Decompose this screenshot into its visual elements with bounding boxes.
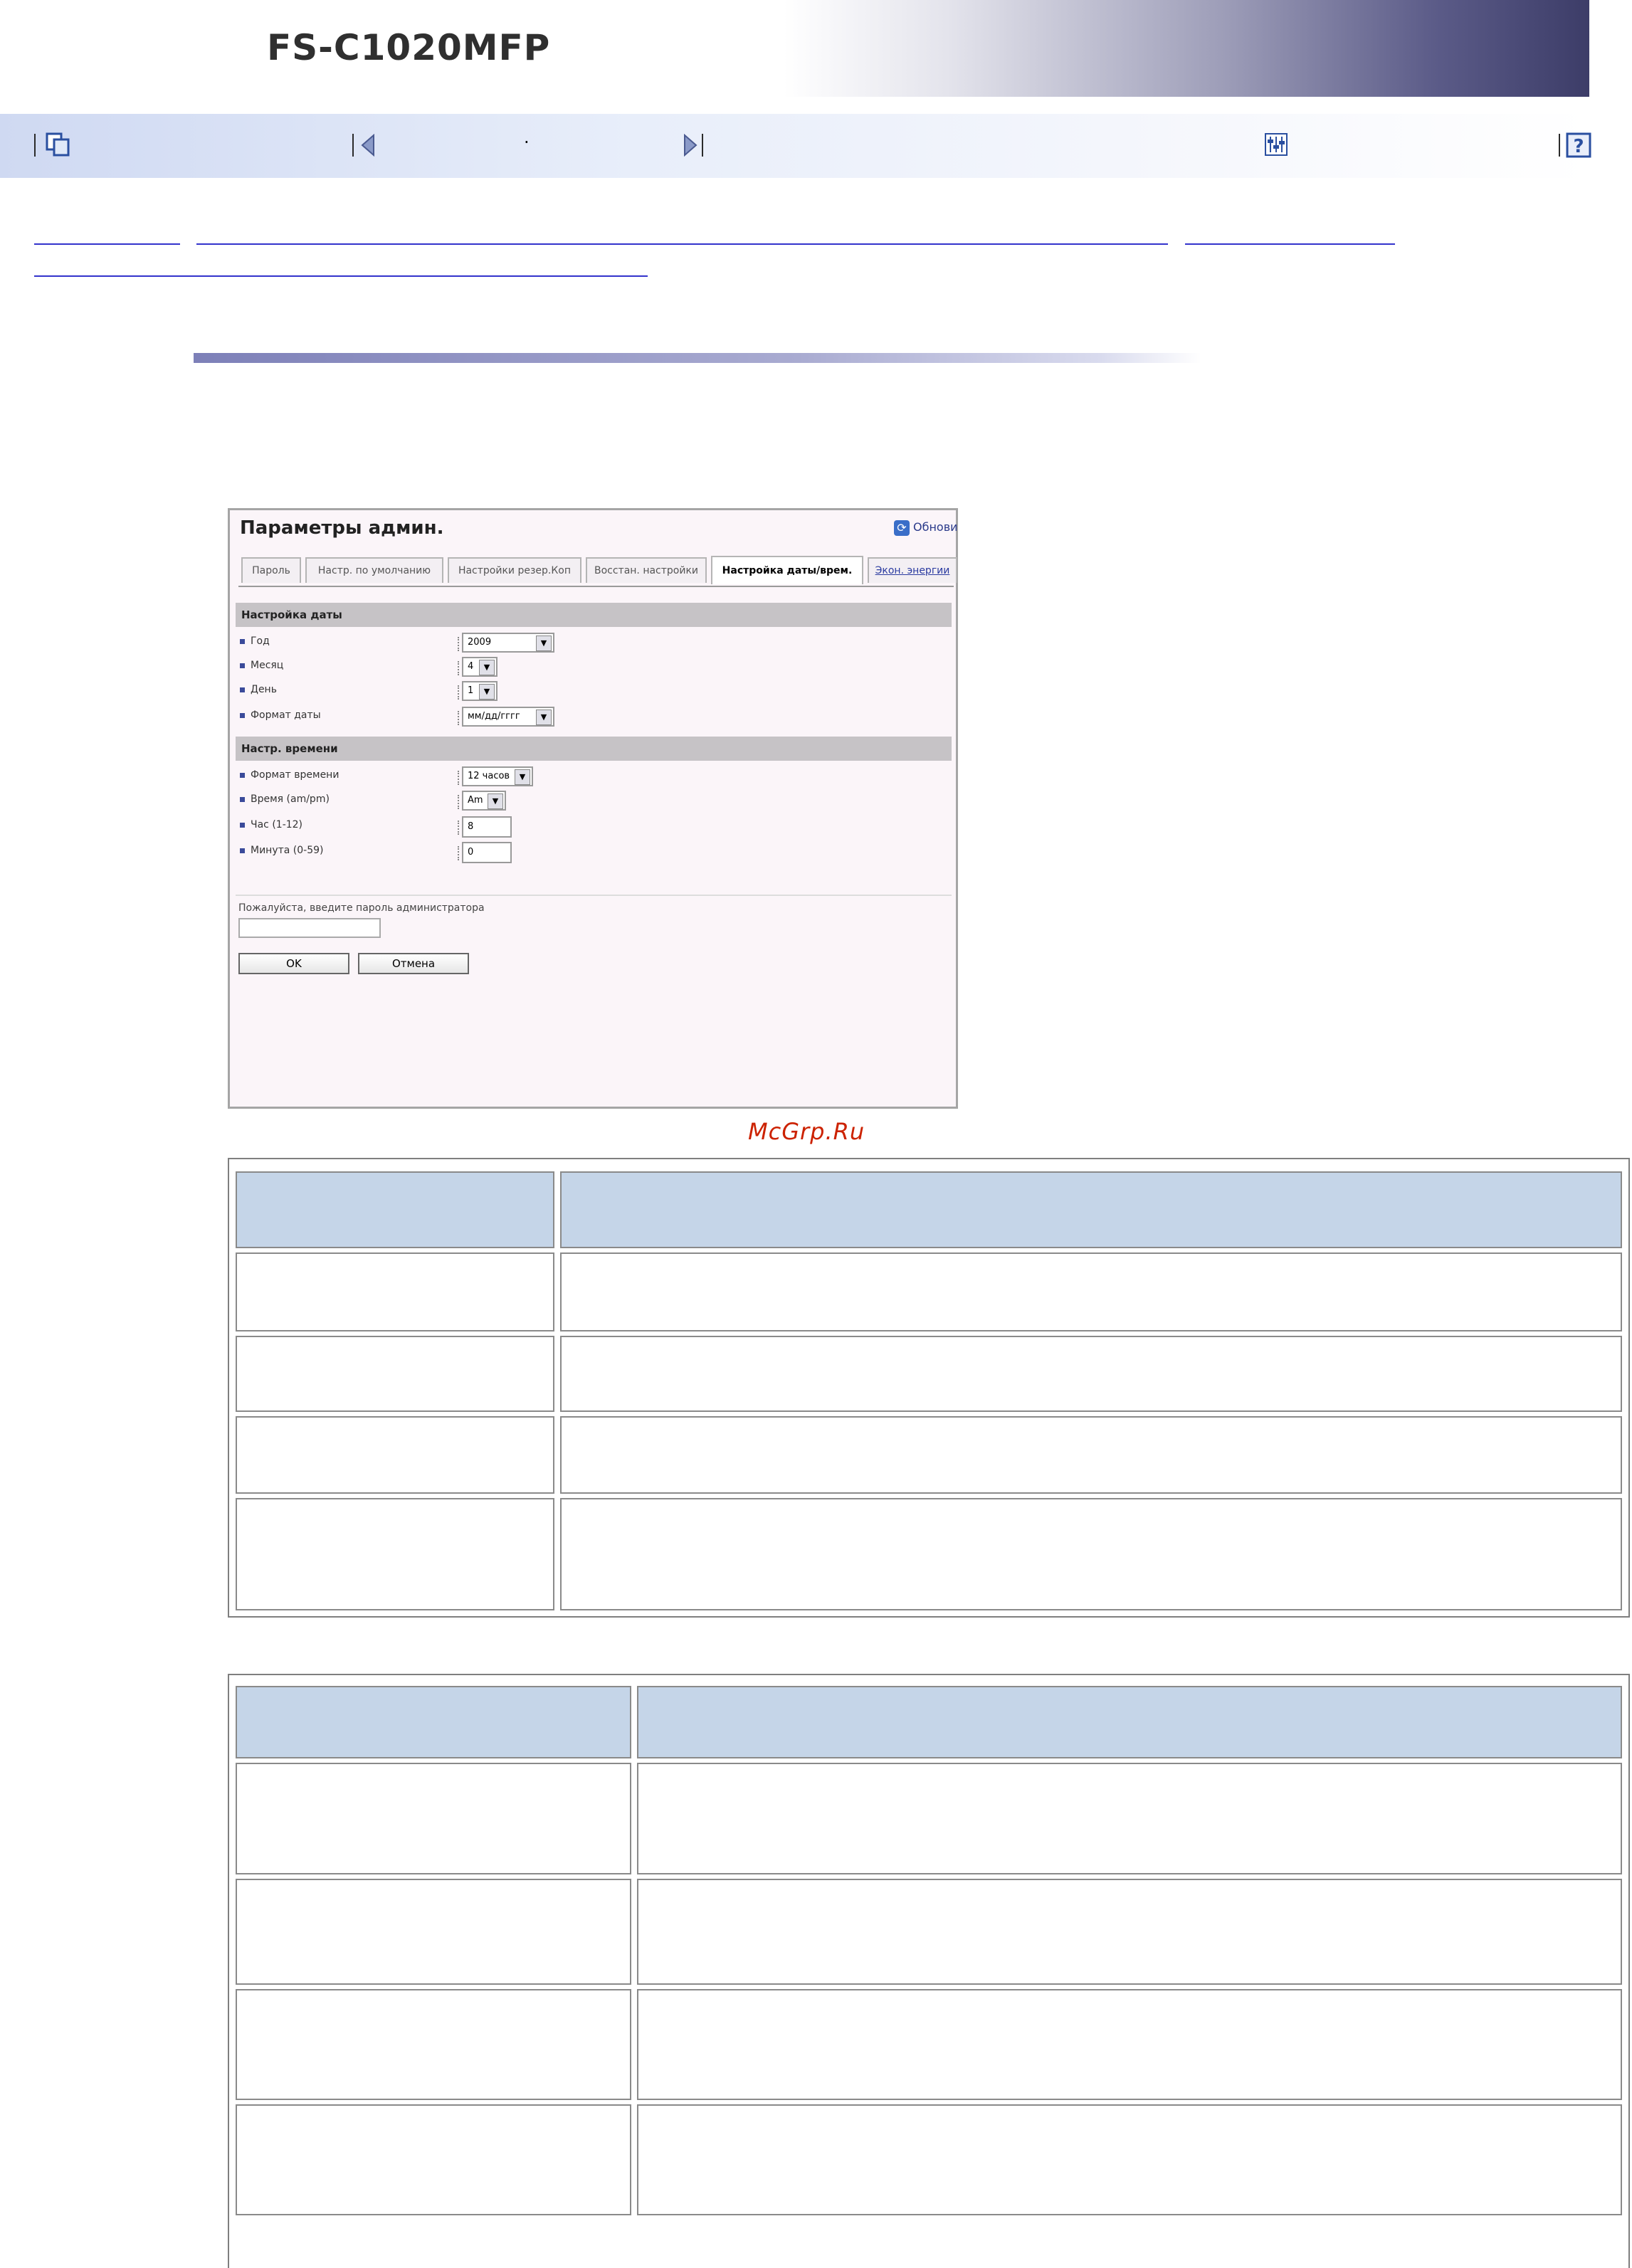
table-cell: [236, 1989, 631, 2100]
chevron-down-icon: ▼: [515, 769, 530, 785]
breadcrumb-link[interactable]: [1185, 243, 1395, 245]
date-format-value: мм/дд/гггг: [468, 711, 520, 722]
field-indicator: [458, 711, 460, 725]
section-title-bar: [194, 353, 1201, 363]
table-cell: [236, 1336, 554, 1412]
refresh-icon[interactable]: ⟳: [894, 520, 910, 536]
month-label: Месяц: [240, 660, 283, 671]
day-label: День: [240, 684, 277, 695]
nav-separator-dot: ·: [524, 132, 530, 152]
ok-button[interactable]: OK: [238, 953, 349, 974]
field-indicator: [458, 637, 460, 651]
table-header-cell: [637, 1686, 1622, 1758]
table-cell: [236, 1416, 554, 1494]
time-format-select[interactable]: [462, 766, 533, 786]
header-banner: [0, 0, 1632, 97]
copy-pages-icon[interactable]: [44, 131, 73, 159]
date-format-label: Формат даты: [240, 710, 321, 721]
toolbar-separator: [1559, 134, 1560, 157]
breadcrumb-link[interactable]: [196, 243, 1168, 245]
tab-energy-saver[interactable]: Экон. энергии: [868, 557, 957, 583]
hour-input[interactable]: 8: [462, 816, 512, 838]
field-indicator: [458, 771, 460, 785]
next-page-icon[interactable]: [680, 134, 699, 157]
tab-password[interactable]: Пароль: [241, 557, 301, 583]
chevron-down-icon: ▼: [488, 793, 503, 809]
table-cell: [637, 1879, 1622, 1985]
previous-page-icon[interactable]: [359, 134, 378, 157]
table-cell: [236, 1498, 554, 1610]
password-prompt: Пожалуйста, введите пароль администратора: [238, 902, 485, 914]
table-cell: [560, 1416, 1622, 1494]
field-indicator: [458, 685, 460, 700]
day-value: 1: [468, 685, 474, 696]
tab-backup-copy[interactable]: Настройки резер.Коп: [448, 557, 581, 583]
table-cell: [560, 1252, 1622, 1331]
table-cell: [236, 1763, 631, 1874]
ampm-label: Время (am/pm): [240, 793, 330, 805]
help-icon[interactable]: [1566, 132, 1591, 158]
toolbar-separator: [34, 134, 36, 157]
toolbar-separator: [702, 134, 703, 157]
minute-label: Минута (0-59): [240, 845, 324, 856]
month-value: 4: [468, 661, 474, 672]
admin-settings-title: Параметры админ.: [240, 517, 444, 539]
toolbar: [0, 114, 1589, 178]
tab-restore-settings[interactable]: Восстан. настройки: [586, 557, 707, 583]
year-select[interactable]: [462, 633, 554, 653]
table-header-cell: [560, 1171, 1622, 1248]
table-cell: [560, 1498, 1622, 1610]
table-cell: [560, 1336, 1622, 1412]
chevron-down-icon: ▼: [536, 635, 552, 651]
time-format-value: 12 часов: [468, 771, 510, 781]
table-header-cell: [236, 1686, 631, 1758]
table-cell: [637, 2104, 1622, 2215]
password-divider: [236, 895, 952, 896]
search-options-icon[interactable]: [1264, 132, 1288, 157]
chevron-down-icon: ▼: [536, 710, 552, 725]
table-header-cell: [236, 1171, 554, 1248]
tabs-divider: [238, 586, 954, 587]
tab-default-settings[interactable]: Настр. по умолчанию: [305, 557, 443, 583]
cancel-button[interactable]: Отмена: [358, 953, 469, 974]
field-indicator: [458, 846, 460, 860]
chevron-down-icon: ▼: [479, 660, 495, 675]
admin-settings-screenshot: [228, 508, 958, 1109]
minute-input[interactable]: 0: [462, 842, 512, 863]
field-indicator: [458, 821, 460, 835]
ampm-select[interactable]: [462, 791, 506, 811]
svg-text:?: ?: [1573, 136, 1584, 157]
refresh-link[interactable]: Обнови: [913, 520, 958, 534]
watermark: McGrp.Ru: [748, 1118, 865, 1145]
field-indicator: [458, 661, 460, 675]
header-edge: [1589, 0, 1632, 97]
breadcrumb-link[interactable]: [34, 243, 180, 245]
admin-password-input[interactable]: [238, 918, 381, 938]
day-select[interactable]: [462, 681, 498, 701]
table-cell: [637, 1763, 1622, 1874]
tab-date-time[interactable]: Настройка даты/врем.: [711, 556, 863, 584]
table-cell: [236, 1252, 554, 1331]
month-select[interactable]: [462, 657, 498, 677]
date-settings-header: Настройка даты: [236, 603, 952, 627]
date-format-select[interactable]: [462, 707, 554, 727]
time-settings-header: Настр. времени: [236, 737, 952, 761]
table-cell: [236, 2104, 631, 2215]
table-cell: [637, 1989, 1622, 2100]
year-value: 2009: [468, 637, 492, 648]
table-cell: [236, 1879, 631, 1985]
ampm-value: Am: [468, 795, 483, 806]
product-title: FS-C1020MFP: [267, 27, 551, 68]
toolbar-separator: [352, 134, 354, 157]
year-label: Год: [240, 635, 270, 647]
hour-label: Час (1-12): [240, 819, 302, 830]
breadcrumb-link[interactable]: [34, 275, 648, 277]
chevron-down-icon: ▼: [479, 684, 495, 700]
field-indicator: [458, 795, 460, 809]
time-format-label: Формат времени: [240, 769, 339, 781]
